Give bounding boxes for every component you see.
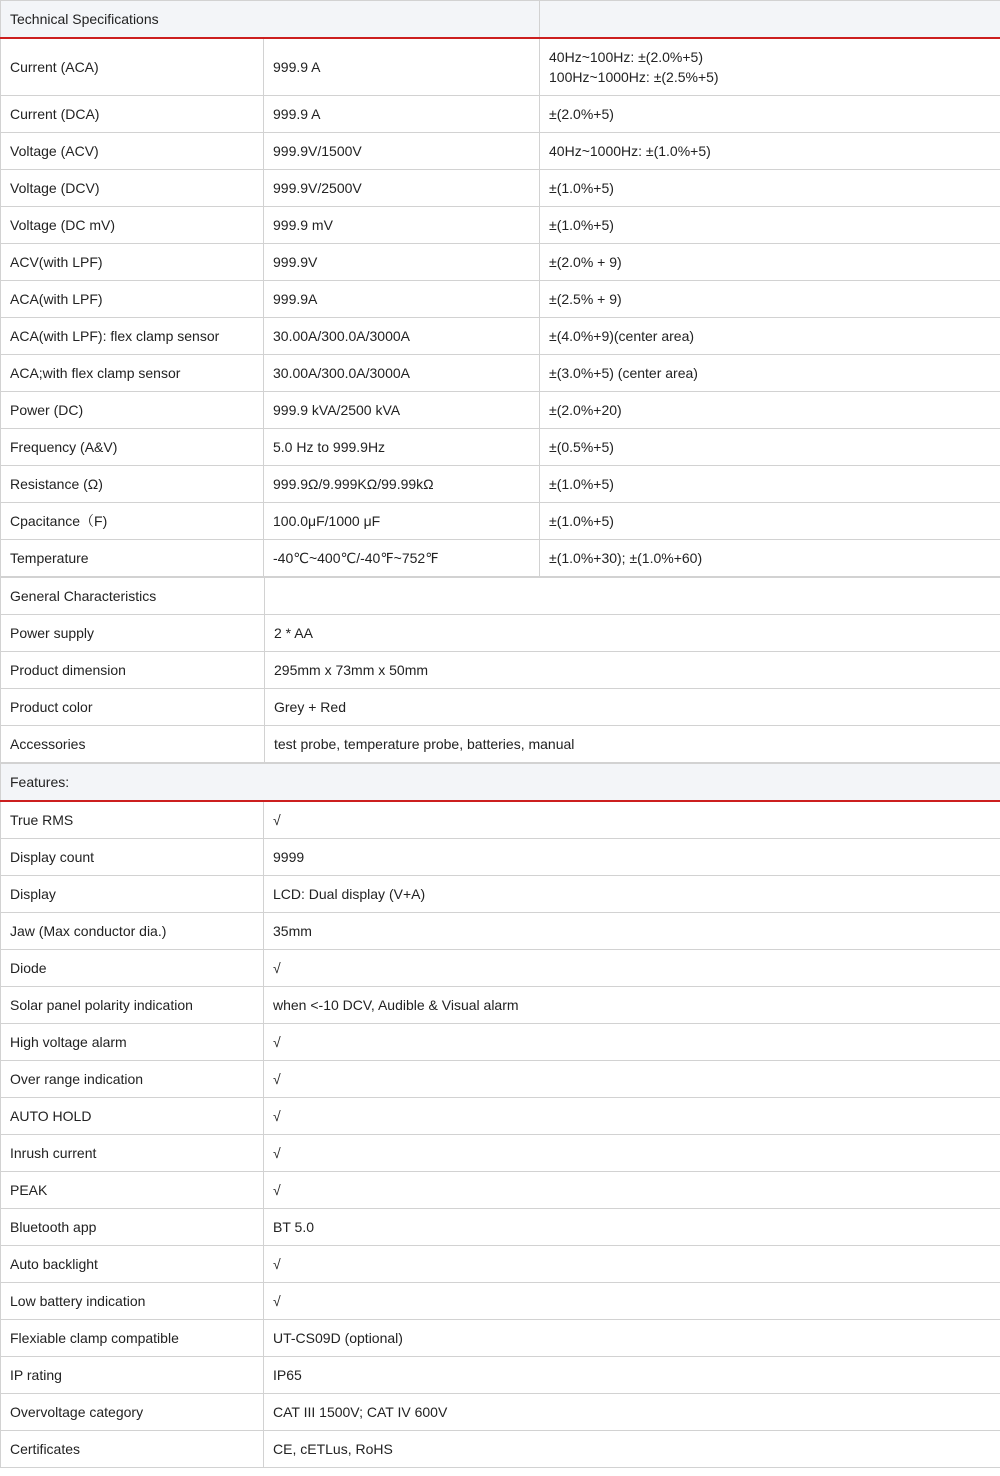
general-row: [1, 726, 1000, 763]
feature-value: 9999: [264, 839, 1000, 876]
general-value: 2 * AA: [265, 615, 1000, 652]
spec-parameter: Frequency (A&V): [1, 429, 264, 466]
spec-accuracy: [540, 207, 1000, 244]
general-label: Power supply: [1, 615, 265, 652]
spec-accuracy: [540, 281, 1000, 318]
feature-label: Diode: [1, 950, 264, 987]
features-title: Features:: [1, 764, 1000, 802]
spec-accuracy: [540, 392, 1000, 429]
spec-row: [1, 392, 1000, 429]
spec-row: [1, 540, 1000, 577]
spec-row: [1, 133, 1000, 170]
feature-label: Jaw (Max conductor dia.): [1, 913, 264, 950]
general-characteristics-header: [1, 578, 1000, 615]
technical-spec-table: [0, 0, 1000, 577]
spec-row: [1, 281, 1000, 318]
spec-row: [1, 429, 1000, 466]
feature-row: [1, 1024, 1000, 1061]
feature-label: Certificates: [1, 1431, 264, 1468]
general-value: 295mm x 73mm x 50mm: [265, 652, 1000, 689]
spec-row: [1, 318, 1000, 355]
spec-row: [1, 38, 1000, 96]
general-value: test probe, temperature probe, batteries, manual: [265, 726, 1000, 763]
spec-accuracy-line: ±(3.0%+5) (center area): [549, 365, 698, 381]
feature-row: [1, 1394, 1000, 1431]
spec-range: 999.9V: [264, 244, 540, 281]
feature-value: √: [264, 1135, 1000, 1172]
spec-accuracy-line: ±(1.0%+30); ±(1.0%+60): [549, 550, 703, 566]
spec-accuracy: [540, 170, 1000, 207]
spec-accuracy-line: ±(0.5%+5): [549, 439, 614, 455]
spec-parameter: Voltage (DCV): [1, 170, 264, 207]
feature-label: Bluetooth app: [1, 1209, 264, 1246]
feature-label: IP rating: [1, 1357, 264, 1394]
feature-value: LCD: Dual display (V+A): [264, 876, 1000, 913]
feature-value: when <-10 DCV, Audible & Visual alarm: [264, 987, 1000, 1024]
feature-value: √: [264, 1172, 1000, 1209]
feature-row: [1, 1320, 1000, 1357]
feature-value: CE, cETLus, RoHS: [264, 1431, 1000, 1468]
spec-row: [1, 96, 1000, 133]
feature-label: True RMS: [1, 801, 264, 839]
spec-parameter: Cpacitance（F): [1, 503, 264, 540]
spec-range: 100.0μF/1000 μF: [264, 503, 540, 540]
general-characteristics-header-empty: [265, 578, 1000, 615]
spec-accuracy: [540, 96, 1000, 133]
feature-value: √: [264, 1283, 1000, 1320]
spec-accuracy-line: 100Hz~1000Hz: ±(2.5%+5): [549, 69, 719, 85]
technical-spec-header: [1, 1, 1000, 39]
feature-label: Overvoltage category: [1, 1394, 264, 1431]
spec-range: 999.9V/1500V: [264, 133, 540, 170]
spec-parameter: ACA(with LPF): flex clamp sensor: [1, 318, 264, 355]
spec-parameter: Current (DCA): [1, 96, 264, 133]
spec-accuracy-line: ±(4.0%+9)(center area): [549, 328, 695, 344]
technical-spec-title: Technical Specifications: [1, 1, 540, 39]
spec-accuracy: [540, 38, 1000, 96]
spec-accuracy-line: ±(2.0% + 9): [549, 254, 622, 270]
general-label: Product dimension: [1, 652, 265, 689]
general-label: Product color: [1, 689, 265, 726]
feature-value: IP65: [264, 1357, 1000, 1394]
spec-parameter: Voltage (ACV): [1, 133, 264, 170]
feature-row: [1, 987, 1000, 1024]
spec-row: [1, 170, 1000, 207]
spec-range: 999.9 A: [264, 38, 540, 96]
feature-row: [1, 1209, 1000, 1246]
feature-label: PEAK: [1, 1172, 264, 1209]
spec-row: [1, 355, 1000, 392]
spec-parameter: ACA(with LPF): [1, 281, 264, 318]
spec-accuracy: [540, 429, 1000, 466]
spec-parameter: Voltage (DC mV): [1, 207, 264, 244]
spec-row: [1, 244, 1000, 281]
general-row: [1, 689, 1000, 726]
spec-accuracy: [540, 540, 1000, 577]
spec-accuracy-line: ±(1.0%+5): [549, 513, 614, 529]
spec-range: 5.0 Hz to 999.9Hz: [264, 429, 540, 466]
general-characteristics-table: [0, 577, 1000, 763]
feature-row: [1, 1098, 1000, 1135]
technical-spec-header-empty: [540, 1, 1000, 39]
feature-row: [1, 950, 1000, 987]
spec-accuracy-line: 40Hz~1000Hz: ±(1.0%+5): [549, 143, 711, 159]
spec-accuracy-line: ±(1.0%+5): [549, 217, 614, 233]
features-table: [0, 763, 1000, 1468]
feature-label: Solar panel polarity indication: [1, 987, 264, 1024]
spec-range: 999.9Ω/9.999KΩ/99.99kΩ: [264, 466, 540, 503]
feature-row: [1, 913, 1000, 950]
spec-accuracy: [540, 318, 1000, 355]
feature-value: √: [264, 1098, 1000, 1135]
spec-row: [1, 466, 1000, 503]
spec-accuracy-line: ±(2.5% + 9): [549, 291, 622, 307]
feature-label: Over range indication: [1, 1061, 264, 1098]
feature-label: Auto backlight: [1, 1246, 264, 1283]
general-row: [1, 652, 1000, 689]
feature-label: AUTO HOLD: [1, 1098, 264, 1135]
spec-accuracy: [540, 244, 1000, 281]
spec-range: -40℃~400℃/-40℉~752℉: [264, 540, 540, 577]
feature-row: [1, 1283, 1000, 1320]
spec-accuracy-line: 40Hz~100Hz: ±(2.0%+5): [549, 49, 704, 65]
features-header: [1, 764, 1000, 802]
spec-accuracy-line: ±(2.0%+5): [549, 106, 614, 122]
spec-accuracy-line: ±(2.0%+20): [549, 402, 622, 418]
general-value: Grey + Red: [265, 689, 1000, 726]
feature-value: √: [264, 1024, 1000, 1061]
feature-label: Display: [1, 876, 264, 913]
feature-value: UT-CS09D (optional): [264, 1320, 1000, 1357]
spec-row: [1, 207, 1000, 244]
feature-label: Display count: [1, 839, 264, 876]
feature-label: Flexiable clamp compatible: [1, 1320, 264, 1357]
spec-accuracy: [540, 355, 1000, 392]
feature-value: 35mm: [264, 913, 1000, 950]
feature-label: High voltage alarm: [1, 1024, 264, 1061]
feature-value: √: [264, 1246, 1000, 1283]
general-label: Accessories: [1, 726, 265, 763]
feature-row: [1, 801, 1000, 839]
spec-accuracy-line: ±(1.0%+5): [549, 476, 614, 492]
general-characteristics-title: General Characteristics: [1, 578, 265, 615]
general-row: [1, 615, 1000, 652]
feature-row: [1, 1061, 1000, 1098]
feature-row: [1, 839, 1000, 876]
feature-value: CAT III 1500V; CAT IV 600V: [264, 1394, 1000, 1431]
spec-accuracy: [540, 466, 1000, 503]
spec-range: 999.9 kVA/2500 kVA: [264, 392, 540, 429]
spec-parameter: Temperature: [1, 540, 264, 577]
feature-value: √: [264, 950, 1000, 987]
spec-parameter: ACA;with flex clamp sensor: [1, 355, 264, 392]
spec-parameter: Resistance (Ω): [1, 466, 264, 503]
spec-parameter: Power (DC): [1, 392, 264, 429]
feature-row: [1, 1357, 1000, 1394]
spec-parameter: Current (ACA): [1, 38, 264, 96]
feature-label: Inrush current: [1, 1135, 264, 1172]
feature-value: BT 5.0: [264, 1209, 1000, 1246]
feature-row: [1, 1246, 1000, 1283]
spec-accuracy: [540, 503, 1000, 540]
spec-row: [1, 503, 1000, 540]
spec-accuracy-line: ±(1.0%+5): [549, 180, 614, 196]
feature-value: √: [264, 801, 1000, 839]
spec-accuracy: [540, 133, 1000, 170]
feature-row: [1, 1431, 1000, 1468]
feature-row: [1, 876, 1000, 913]
spec-range: 30.00A/300.0A/3000A: [264, 318, 540, 355]
feature-value: √: [264, 1061, 1000, 1098]
spec-range: 999.9 mV: [264, 207, 540, 244]
spec-range: 999.9A: [264, 281, 540, 318]
spec-range: 999.9 A: [264, 96, 540, 133]
spec-range: 30.00A/300.0A/3000A: [264, 355, 540, 392]
spec-parameter: ACV(with LPF): [1, 244, 264, 281]
feature-label: Low battery indication: [1, 1283, 264, 1320]
feature-row: [1, 1172, 1000, 1209]
spec-range: 999.9V/2500V: [264, 170, 540, 207]
feature-row: [1, 1135, 1000, 1172]
